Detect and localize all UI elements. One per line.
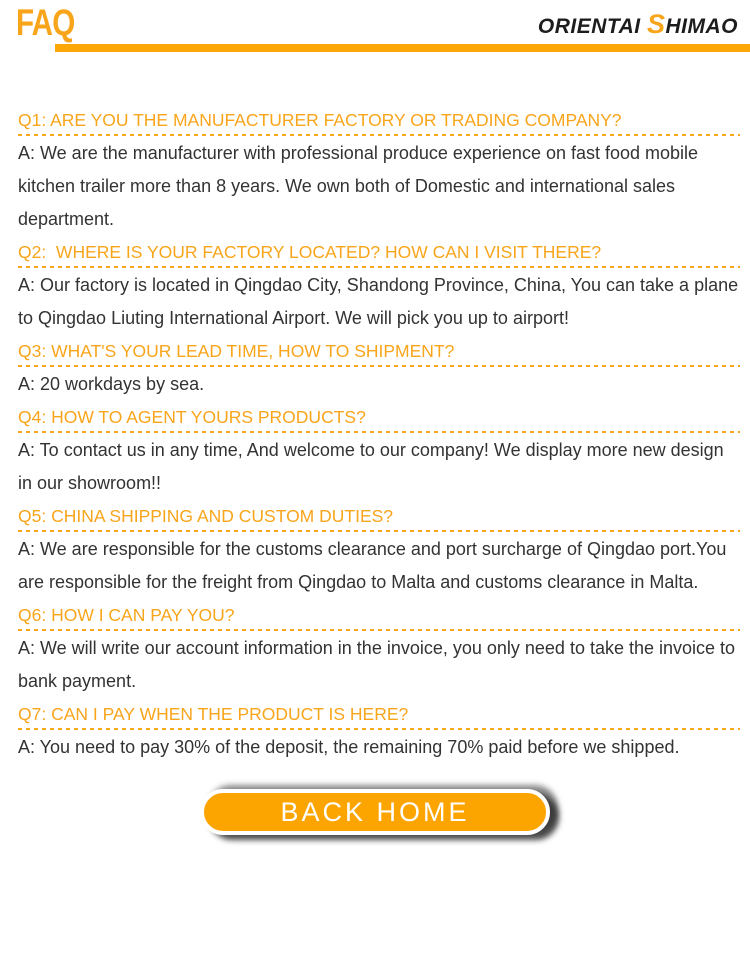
brand-logo-accent-letter: S [646, 9, 666, 39]
back-home-button[interactable]: BACK HOME [200, 789, 550, 835]
brand-logo-text-left: ORIENTAI [537, 15, 647, 38]
faq-question: Q2: WHERE IS YOUR FACTORY LOCATED? HOW CAN I VISIT THERE? [18, 236, 740, 269]
faq-item [18, 599, 740, 698]
faq-question: Q1: ARE YOU THE MANUFACTURER FACTORY OR TRADING COMPANY? [18, 104, 740, 137]
faq-answer: A: To contact us in any time, And welcome to our company! We display more new design in our showroom!! [18, 440, 724, 493]
faq-answer: A: Our factory is located in Qingdao City, Shandong Province, China, You can take a plane to Qingdao Liuting International Airport. We will pick you up to airport! [18, 275, 739, 328]
faq-question: Q5: CHINA SHIPPING AND CUSTOM DUTIES? [18, 500, 740, 533]
brand-logo [538, 9, 738, 40]
faq-question: Q4: HOW TO AGENT YOURS PRODUCTS? [18, 401, 740, 434]
page-footer [0, 764, 750, 881]
faq-answer: A: We are the manufacturer with professional produce experience on fast food mobile kitchen trailer more than 8 years. We own both of Domestic and international sales department. [18, 143, 699, 229]
header-divider-bar [55, 44, 750, 52]
faq-item [18, 500, 740, 599]
faq-item [18, 104, 740, 236]
faq-question: Q7: CAN I PAY WHEN THE PRODUCT IS HERE? [18, 698, 740, 731]
faq-question: Q3: WHAT'S YOUR LEAD TIME, HOW TO SHIPMENT? [18, 335, 740, 368]
faq-answer: A: You need to pay 30% of the deposit, the remaining 70% paid before we shipped. [18, 737, 680, 757]
faq-question: Q6: HOW I CAN PAY YOU? [18, 599, 740, 632]
page-header [0, 0, 750, 52]
page-title: FAQ [16, 2, 75, 43]
faq-item [18, 698, 740, 764]
faq-item [18, 401, 740, 500]
faq-content [0, 52, 750, 764]
faq-answer: A: We will write our account information in the invoice, you only need to take the invoice to bank payment. [18, 638, 736, 691]
faq-answer: A: 20 workdays by sea. [18, 374, 205, 394]
faq-answer: A: We are responsible for the customs clearance and port surcharge of Qingdao port.You are responsible for the freight from Qingdao to Malta and customs clearance in Malta. [18, 539, 727, 592]
faq-item [18, 335, 740, 401]
faq-list [18, 104, 740, 764]
faq-item [18, 236, 740, 335]
brand-logo-text-right: HIMAO [665, 15, 738, 38]
